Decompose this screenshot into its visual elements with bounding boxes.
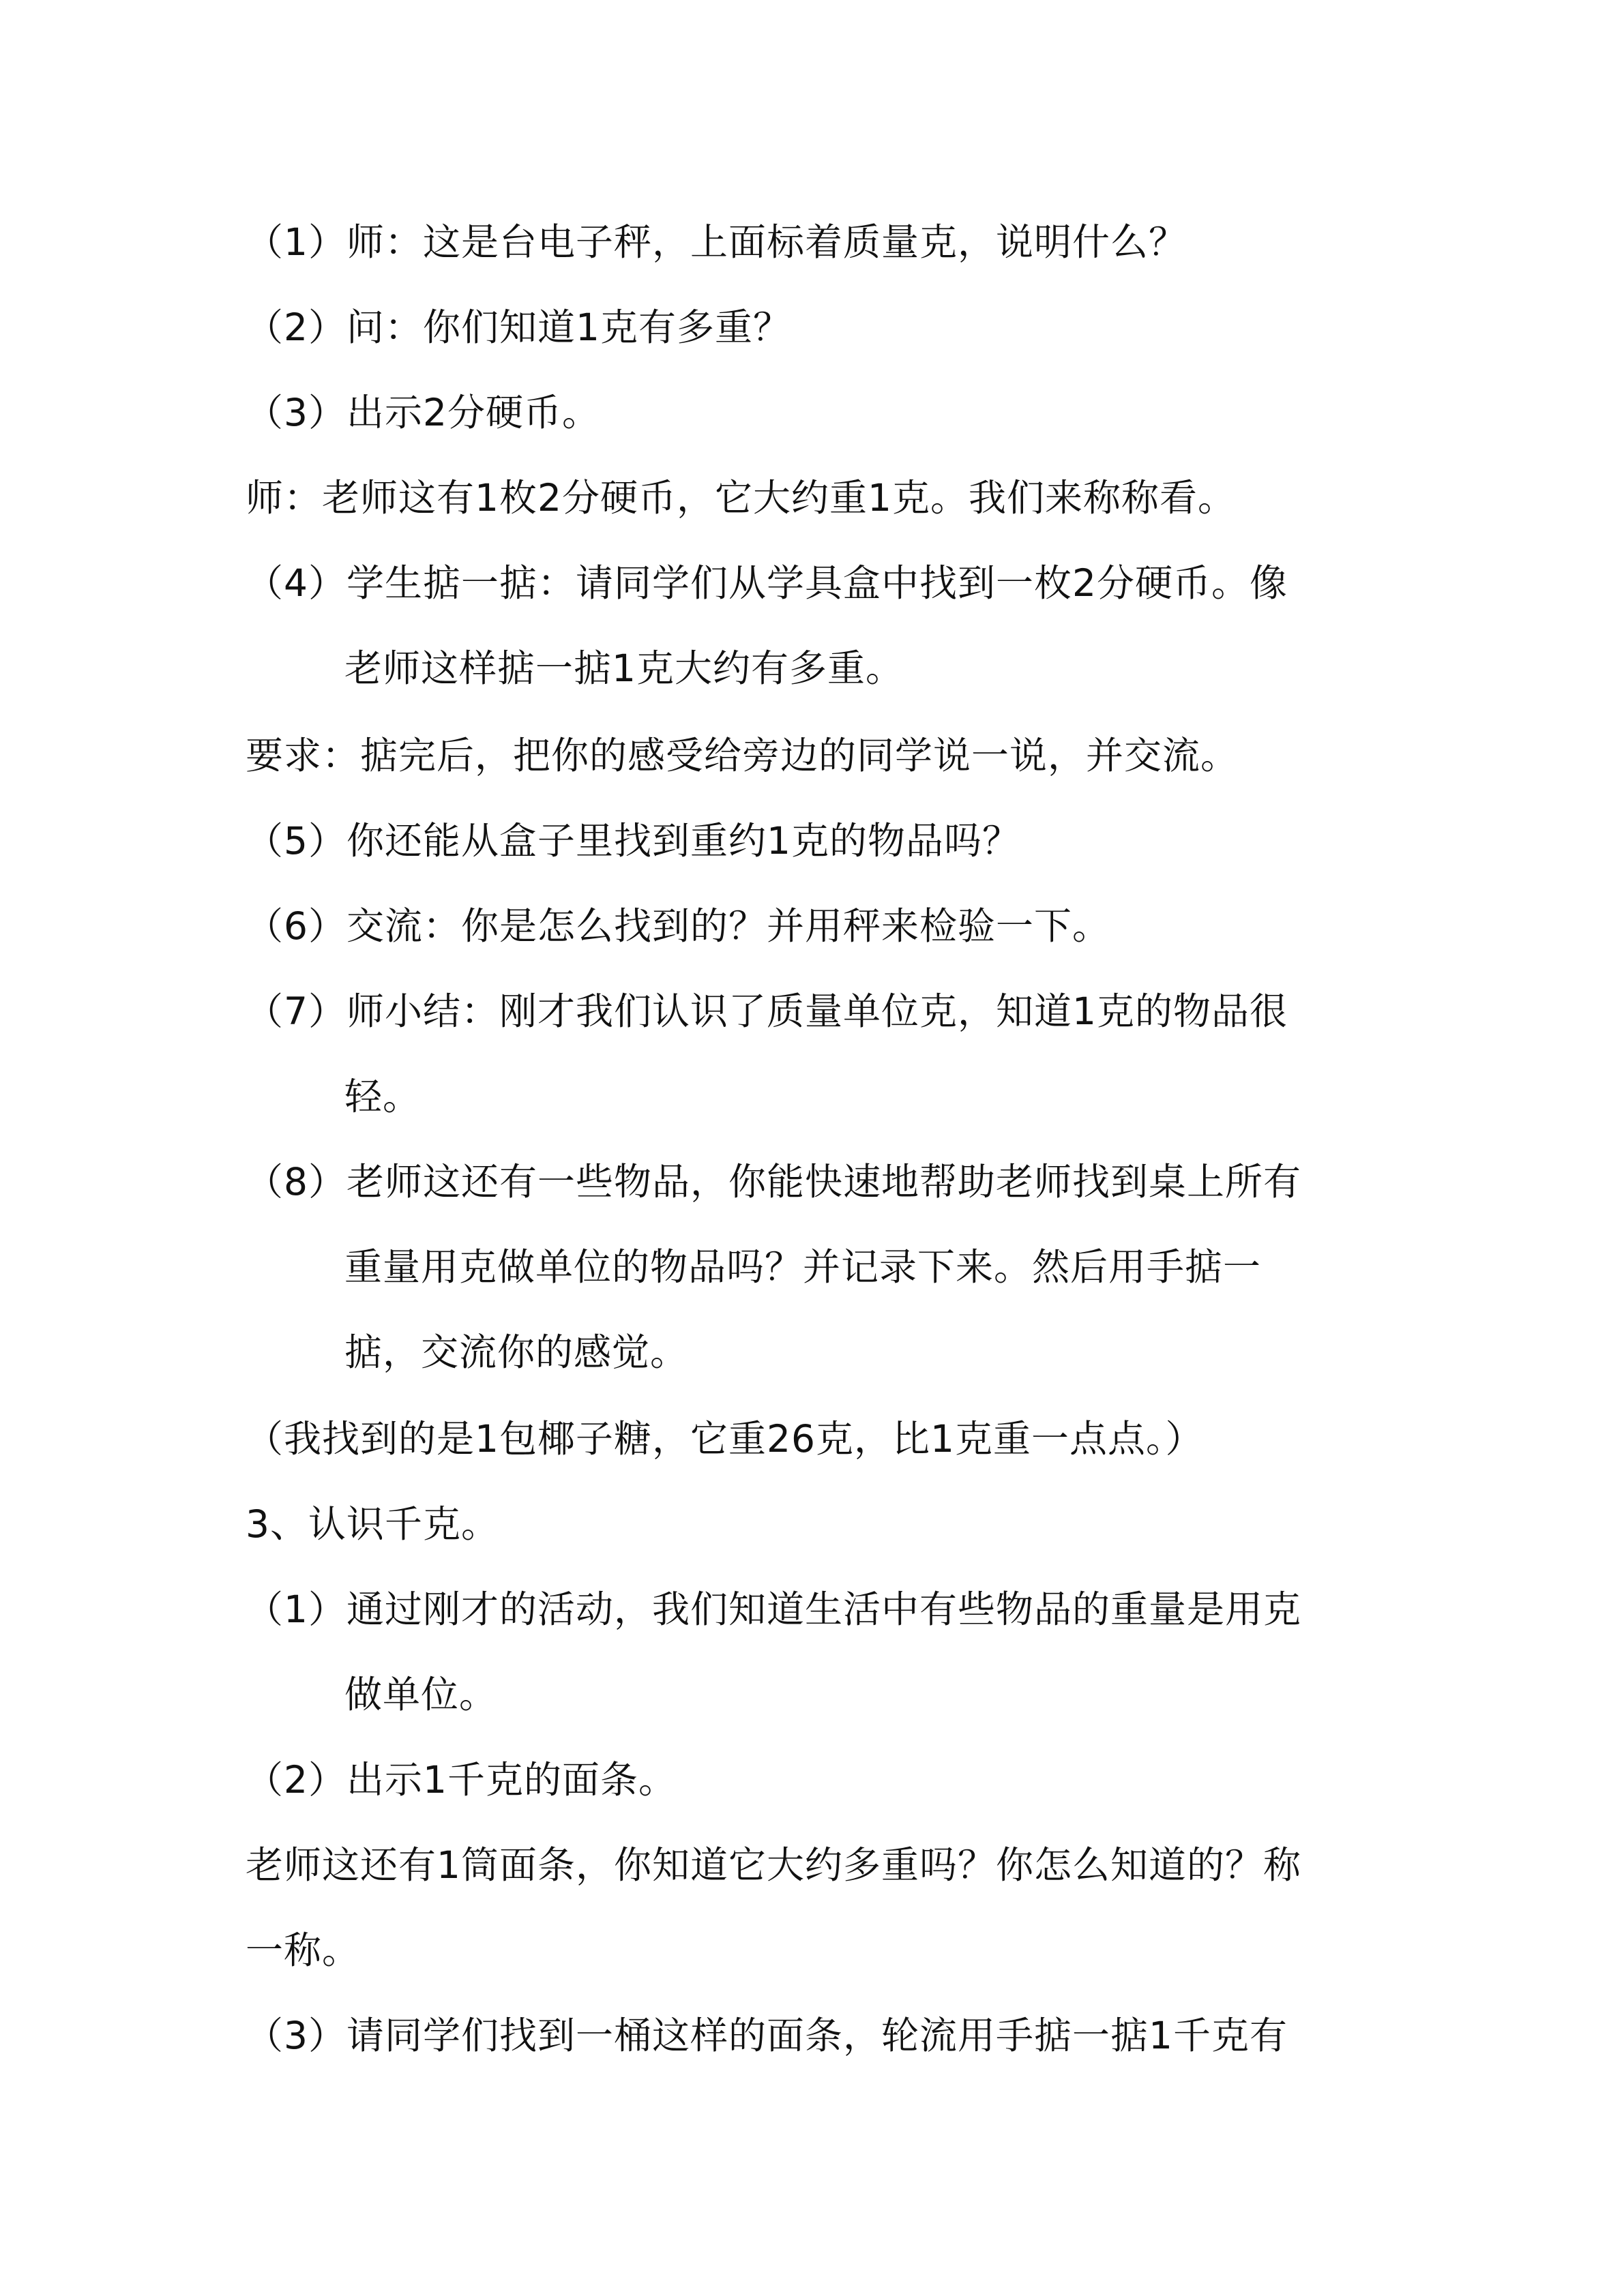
paragraph-line: （2）问：你们知道1克有多重？ (246, 305, 791, 349)
paragraph-line: 掂，交流你的感觉。 (344, 1330, 689, 1374)
paragraph-line: （5）你还能从盒子里找到重约1克的物品吗？ (246, 819, 1020, 863)
paragraph-line: 师：老师这有1枚2分硬币，它大约重1克。我们来称称看。 (246, 476, 1236, 520)
paragraph-line: （我找到的是1包椰子糖，它重26克，比1克重一点点。） (246, 1417, 1204, 1461)
paragraph-line: 老师这样掂一掂1克大约有多重。 (344, 646, 904, 690)
paragraph-line: （3）出示2分硬币。 (246, 391, 600, 434)
paragraph-line: （3）请同学们找到一桶这样的面条，轮流用手掂一掂1千克有 (246, 2014, 1288, 2057)
paragraph-line: （7）师小结：刚才我们认识了质量单位克，知道1克的物品很 (246, 989, 1288, 1033)
paragraph-line: 重量用克做单位的物品吗？并记录下来。然后用手掂一 (344, 1245, 1262, 1289)
paragraph-line: （1）师：这是台电子秤，上面标着质量克，说明什么？ (246, 220, 1187, 264)
paragraph-line: （8）老师这还有一些物品，你能快速地帮助老师找到桌上所有 (246, 1160, 1301, 1204)
paragraph-line: 轻。 (344, 1075, 422, 1118)
paragraph-line: 老师这还有1筒面条，你知道它大约多重吗？你怎么知道的？称 (246, 1843, 1301, 1887)
section-heading: 3、认识千克。 (246, 1502, 499, 1546)
paragraph-line: 要求：掂完后，把你的感受给旁边的同学说一说，并交流。 (246, 734, 1239, 777)
paragraph-line: （1）通过刚才的活动，我们知道生活中有些物品的重量是用克 (246, 1587, 1301, 1631)
paragraph-line: （4）学生掂一掂：请同学们从学具盒中找到一枚2分硬币。像 (246, 561, 1288, 605)
paragraph-line: （2）出示1千克的面条。 (246, 1758, 677, 1802)
paragraph-line: 做单位。 (344, 1673, 498, 1716)
paragraph-line: （6）交流：你是怎么找到的？并用秤来检验一下。 (246, 904, 1110, 948)
paragraph-line: 一称。 (246, 1928, 361, 1972)
